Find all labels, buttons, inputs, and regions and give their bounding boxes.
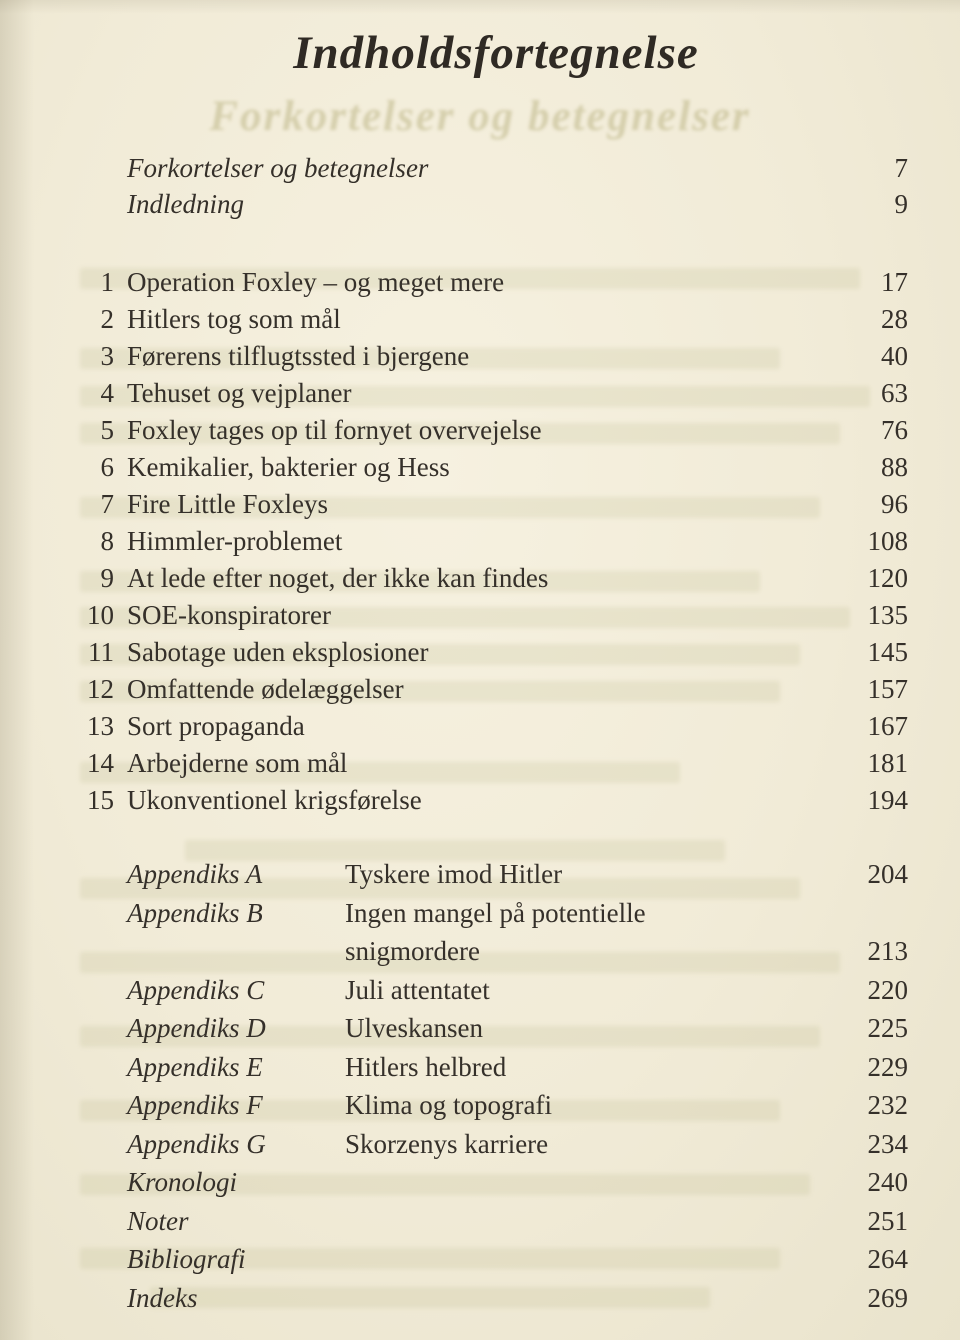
page-number: 76 — [881, 415, 908, 445]
appendix-title: Juli attentatet — [345, 974, 490, 1005]
page-number: 96 — [881, 489, 908, 519]
bleedthrough-text: Forkortelser og betegnelser — [209, 93, 751, 140]
appendix-row — [84, 1009, 908, 1048]
appendix-row — [84, 894, 908, 933]
chapter-number: 8 — [100, 526, 114, 556]
chapter-number: 13 — [87, 711, 114, 741]
chapter-row — [84, 560, 908, 597]
page-number: 28 — [881, 304, 908, 334]
chapter-list — [84, 264, 908, 819]
chapter-number: 9 — [100, 563, 114, 593]
chapter-row — [84, 486, 908, 523]
appendix-label: Appendiks A — [127, 859, 263, 889]
chapter-number: 11 — [88, 637, 114, 667]
chapter-number: 6 — [100, 452, 114, 482]
appendix-label: Noter — [127, 1205, 189, 1236]
chapter-row — [84, 264, 908, 301]
chapter-number: 1 — [100, 267, 114, 297]
appendix-row — [84, 932, 908, 971]
chapter-row — [84, 708, 908, 745]
page-number: 269 — [867, 1282, 908, 1313]
chapter-row — [84, 301, 908, 338]
front-matter-title: Forkortelser og betegnelser — [127, 153, 429, 183]
appendix-row — [84, 1240, 908, 1279]
page-number: 264 — [867, 1244, 908, 1274]
chapter-number: 14 — [87, 748, 114, 778]
appendix-title: Klima og topografi — [345, 1090, 552, 1120]
chapter-title: Ukonventionel krigsførelse — [127, 785, 422, 815]
appendix-label: Appendiks C — [127, 974, 265, 1005]
appendix-row — [84, 971, 908, 1010]
page-number: 234 — [867, 1128, 908, 1159]
page-number: 229 — [867, 1051, 908, 1082]
page-number: 7 — [894, 153, 908, 183]
page-number: 108 — [867, 526, 908, 556]
chapter-number: 10 — [87, 600, 114, 630]
page-number: 40 — [881, 341, 908, 371]
chapter-number: 5 — [100, 415, 114, 445]
front-matter-row — [84, 186, 908, 222]
chapter-number: 3 — [100, 341, 114, 371]
appendix-title: snigmordere — [345, 936, 480, 966]
chapter-title: Himmler-problemet — [127, 526, 343, 556]
appendix-row — [84, 1202, 908, 1241]
chapter-title: Operation Foxley – og meget mere — [127, 267, 505, 297]
chapter-row — [84, 745, 908, 782]
chapter-number: 12 — [87, 674, 114, 704]
appendix-label: Appendiks E — [127, 1051, 263, 1082]
appendix-title: Ingen mangel på potentielle — [345, 897, 646, 928]
appendix-row — [84, 1125, 908, 1164]
page-number: 9 — [894, 189, 908, 219]
page-number: 120 — [867, 563, 908, 593]
appendix-label: Kronologi — [127, 1167, 238, 1197]
chapter-title: Foxley tages op til fornyet overvejelse — [127, 415, 542, 445]
page-number: 251 — [867, 1205, 908, 1236]
chapter-title: Omfattende ødelæggelser — [127, 674, 404, 704]
appendix-row — [84, 1279, 908, 1318]
chapter-row — [84, 375, 908, 412]
chapter-row — [84, 449, 908, 486]
chapter-title: SOE-konspiratorer — [127, 600, 331, 630]
chapter-title: Tehuset og vejplaner — [127, 378, 352, 408]
page-number: 194 — [867, 785, 908, 815]
page-number: 232 — [867, 1090, 908, 1120]
chapter-title: Sort propaganda — [127, 711, 305, 741]
page-number: 225 — [867, 1013, 908, 1043]
appendix-list — [84, 855, 908, 1317]
page-number: 63 — [881, 378, 908, 408]
chapter-number: 15 — [87, 785, 114, 815]
chapter-title: Arbejderne som mål — [127, 748, 348, 778]
chapter-row — [84, 782, 908, 819]
page-number: 157 — [867, 674, 908, 704]
page-number: 167 — [867, 711, 908, 741]
page-number: 213 — [867, 936, 908, 966]
front-matter-row — [84, 150, 908, 186]
appendix-label: Appendiks D — [127, 1013, 266, 1043]
chapter-title: Førerens tilflugtssted i bjergene — [127, 341, 470, 371]
appendix-label: Appendiks G — [127, 1128, 266, 1159]
page-number: 17 — [881, 267, 908, 297]
chapter-title: Fire Little Foxleys — [127, 489, 328, 519]
chapter-number: 4 — [100, 378, 114, 408]
chapter-row — [84, 597, 908, 634]
appendix-label: Bibliografi — [127, 1244, 246, 1274]
appendix-title: Ulveskansen — [345, 1013, 483, 1043]
chapter-row — [84, 338, 908, 375]
appendix-row — [84, 1086, 908, 1125]
appendix-label: Appendiks B — [127, 897, 263, 928]
appendix-title: Tyskere imod Hitler — [345, 859, 563, 889]
page-number: 88 — [881, 452, 908, 482]
appendix-label: Indeks — [127, 1282, 198, 1313]
chapter-title: At lede efter noget, der ikke kan findes — [127, 563, 549, 593]
chapter-title: Hitlers tog som mål — [127, 304, 341, 334]
page-number: 181 — [867, 748, 908, 778]
page-number: 240 — [867, 1167, 908, 1197]
appendix-row — [84, 1048, 908, 1087]
page-title: Indholdsfortegnelse — [293, 27, 699, 79]
chapter-number: 7 — [100, 489, 114, 519]
appendix-title: Skorzenys karriere — [345, 1128, 549, 1159]
front-matter-list — [84, 150, 908, 222]
page-number: 220 — [867, 974, 908, 1005]
chapter-number: 2 — [100, 304, 114, 334]
front-matter-title: Indledning — [127, 189, 244, 219]
appendix-label: Appendiks F — [127, 1090, 263, 1120]
page-number: 135 — [867, 600, 908, 630]
chapter-title: Sabotage uden eksplosioner — [127, 637, 429, 667]
appendix-row — [84, 1163, 908, 1202]
appendix-title: Hitlers helbred — [345, 1051, 507, 1082]
chapter-row — [84, 671, 908, 708]
chapter-row — [84, 412, 908, 449]
chapter-title: Kemikalier, bakterier og Hess — [127, 452, 450, 482]
appendix-row — [84, 855, 908, 894]
page-number: 204 — [867, 859, 908, 889]
page-number: 145 — [867, 637, 908, 667]
chapter-row — [84, 634, 908, 671]
chapter-row — [84, 523, 908, 560]
